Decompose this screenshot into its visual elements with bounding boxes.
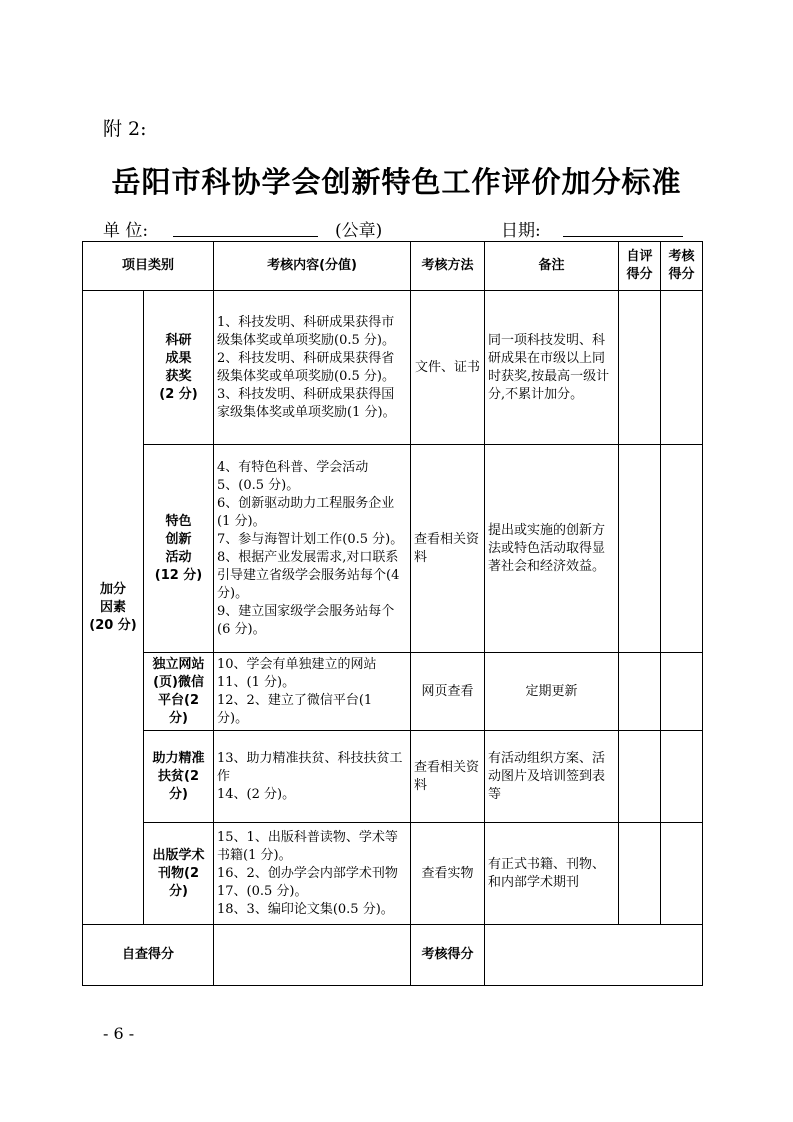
review-score-cell	[661, 823, 703, 925]
group-label-line: 因素	[99, 599, 126, 615]
content-item: 6、创新驱动助力工程服务企业(1 分)。	[217, 495, 395, 529]
notes-cell: 同一项科技发明、科研成果在市级以上同时获奖,按最高一级计分,不累计加分。	[485, 291, 619, 445]
content-item: 10、学会有单独建立的网站	[217, 656, 377, 672]
header-self-score-line: 自评	[626, 249, 653, 264]
method-cell: 查看相关资料	[411, 731, 485, 823]
self-score-cell	[619, 291, 661, 445]
header-category: 项目类别	[83, 242, 214, 291]
notes-cell: 提出或实施的创新方法或特色活动取得显著社会和经济效益。	[485, 445, 619, 653]
content-item: 13、助力精准扶贫、科技扶贫工作	[217, 750, 403, 784]
header-self-score	[619, 242, 661, 291]
content-item: 9、建立国家级学会服务站每个(6 分)。	[217, 603, 395, 637]
content-item: 1、科技发明、科研成果获得市级集体奖或单项奖励(0.5 分)。	[217, 314, 395, 348]
content-item: 4、有特色科普、学会活动	[217, 459, 369, 475]
content-item: 14、(2 分)。	[217, 786, 296, 802]
group-label-line: 加分	[99, 581, 126, 597]
page-number: - 6 -	[103, 1024, 135, 1043]
review-score-cell	[661, 653, 703, 731]
subcategory-line: 助力精准	[152, 750, 205, 766]
content-item: 12、2、建立了微信平台(1 分)。	[217, 692, 373, 726]
subcategory-line: 创新	[165, 531, 192, 547]
date-blank	[563, 236, 683, 237]
content-item: 8、根据产业发展需求,对口联系引导建立省级学会服务站每个(4 分)。	[217, 549, 400, 601]
self-check-label: 自查得分	[83, 925, 214, 986]
scoring-table	[82, 241, 703, 986]
table-row	[83, 653, 703, 731]
table-row	[83, 731, 703, 823]
content-item: 11、(1 分)。	[217, 674, 296, 690]
content-item: 5、(0.5 分)。	[217, 477, 300, 493]
table-row	[83, 823, 703, 925]
subcategory-line: (2 分)	[159, 386, 198, 402]
content-cell	[214, 291, 411, 445]
header-content: 考核内容(分值)	[214, 242, 411, 291]
header-method: 考核方法	[411, 242, 485, 291]
subcategory-line: 获奖	[165, 368, 192, 384]
content-cell	[214, 823, 411, 925]
review-label: 考核得分	[411, 925, 485, 986]
content-cell	[214, 653, 411, 731]
stamp-label: (公章)	[335, 221, 383, 241]
header-fields	[103, 216, 703, 244]
subcategory-line: 出版学术	[152, 847, 205, 863]
subcategory-line: 刊物(2 分)	[158, 865, 199, 899]
content-item: 16、2、创办学会内部学术刊物	[217, 865, 398, 881]
unit-blank	[173, 236, 318, 237]
header-review-score-line: 得分	[668, 267, 695, 282]
unit-label: 单 位:	[103, 221, 149, 241]
subcategory-line: 成果	[165, 350, 192, 366]
method-cell: 查看实物	[411, 823, 485, 925]
notes-cell: 有正式书籍、刊物、和内部学术期刊	[485, 823, 619, 925]
subcategory-cell	[144, 653, 214, 731]
method-cell: 网页查看	[411, 653, 485, 731]
review-score-cell	[661, 445, 703, 653]
content-item: 15、1、出版科普读物、学术等书籍(1 分)。	[217, 829, 398, 863]
content-item: 7、参与海智计划工作(0.5 分)。	[217, 531, 404, 547]
subcategory-cell	[144, 823, 214, 925]
method-cell: 查看相关资料	[411, 445, 485, 653]
header-review-score-line: 考核	[668, 249, 695, 264]
subcategory-cell	[144, 291, 214, 445]
review-score-cell	[661, 731, 703, 823]
group-label-line: (20 分)	[89, 617, 137, 633]
subcategory-line: 平台(2 分)	[158, 692, 199, 726]
method-cell: 文件、证书	[411, 291, 485, 445]
subcategory-line: 特色	[165, 513, 192, 529]
group-label	[83, 291, 144, 925]
date-label: 日期:	[501, 221, 541, 241]
subcategory-line: (页)微信	[153, 674, 204, 690]
self-score-cell	[619, 653, 661, 731]
subcategory-cell	[144, 731, 214, 823]
page-title: 岳阳市科协学会创新特色工作评价加分标准	[111, 165, 682, 199]
subcategory-line: 活动	[165, 549, 192, 565]
content-item: 3、科技发明、科研成果获得国家级集体奖或单项奖励(1 分)。	[217, 386, 396, 420]
self-check-value	[214, 925, 411, 986]
subcategory-line: 科研	[165, 332, 192, 348]
header-review-score	[661, 242, 703, 291]
notes-cell: 定期更新	[485, 653, 619, 731]
content-cell	[214, 731, 411, 823]
content-item: 17、(0.5 分)。	[217, 883, 308, 899]
subcategory-line: 独立网站	[152, 656, 205, 672]
content-cell	[214, 445, 411, 653]
review-score-cell	[661, 291, 703, 445]
attachment-label: 附 2:	[103, 118, 147, 140]
header-notes: 备注	[485, 242, 619, 291]
subcategory-line: 扶贫(2 分)	[158, 768, 199, 802]
notes-cell: 有活动组织方案、活动图片及培训签到表等	[485, 731, 619, 823]
subcategory-line: (12 分)	[154, 567, 203, 583]
self-score-cell	[619, 823, 661, 925]
self-score-cell	[619, 445, 661, 653]
content-item: 18、3、编印论文集(0.5 分)。	[217, 901, 394, 917]
review-value	[485, 925, 703, 986]
table-footer-row	[83, 925, 703, 986]
table-row	[83, 445, 703, 653]
self-score-cell	[619, 731, 661, 823]
table-header-row	[83, 242, 703, 291]
header-self-score-line: 得分	[626, 267, 653, 282]
content-item: 2、科技发明、科研成果获得省级集体奖或单项奖励(0.5 分)。	[217, 350, 395, 384]
subcategory-cell	[144, 445, 214, 653]
table-row	[83, 291, 703, 445]
